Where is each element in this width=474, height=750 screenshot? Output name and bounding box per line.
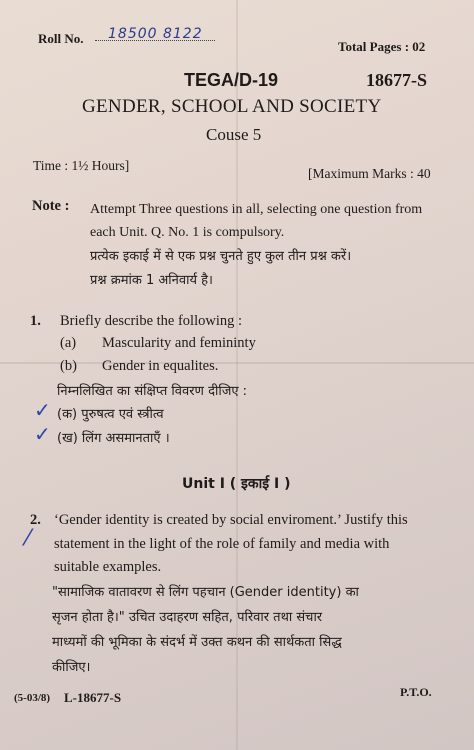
- note-line-1: Attempt Three questions in all, selecting one question from: [90, 202, 423, 217]
- pen-tick-mark: ✓: [34, 422, 51, 446]
- unit-1-heading: Unit I ( इकाई I ): [182, 476, 291, 492]
- course-name: Couse 5: [206, 125, 262, 144]
- q2-hindi-4: कीजिए।: [52, 660, 91, 675]
- q2-line-3: suitable examples.: [54, 559, 162, 575]
- footer-code: (5-03/8): [14, 692, 51, 704]
- q1-hindi-intro: निम्नलिखित का संक्षिप्त विवरण दीजिए :: [57, 384, 248, 399]
- footer-pto: P.T.O.: [400, 685, 432, 699]
- paper-number: 18677-S: [366, 70, 428, 90]
- pen-tick-mark: ✓: [34, 398, 51, 422]
- note-line-2: each Unit. Q. No. 1 is compulsory.: [90, 225, 285, 240]
- q1-b-label: (b): [60, 358, 77, 374]
- max-marks: [Maximum Marks : 40: [308, 166, 431, 181]
- q1-a-text: Mascularity and femininty: [102, 335, 256, 351]
- roll-no-value: 18500 8122: [108, 26, 203, 42]
- q1-number: 1.: [30, 313, 41, 329]
- time-allowed: Time : 1½ Hours]: [33, 158, 130, 173]
- q1-hindi-a: (क) पुरुषत्व एवं स्त्रीत्व: [57, 407, 164, 422]
- pen-tick-mark: ⁄: [26, 526, 30, 551]
- q1-a-label: (a): [60, 335, 77, 351]
- footer-ref: L-18677-S: [64, 690, 122, 705]
- q2-number: 2.: [30, 512, 41, 528]
- q2-hindi-2: सृजन होता है।" उचित उदाहरण सहित, परिवार तथा संचार: [52, 610, 323, 625]
- q1-hindi-b: (ख) लिंग असमानताएँ ।: [57, 431, 170, 446]
- q2-line-2: statement in the light of the role of family and media with: [54, 536, 390, 552]
- exam-title: GENDER, SCHOOL AND SOCIETY: [82, 96, 382, 117]
- q2-line-1: ‘Gender identity is created by social enviroment.’ Justify this: [54, 512, 408, 528]
- total-pages: Total Pages : 02: [338, 39, 426, 54]
- q1-text: Briefly describe the following :: [60, 313, 243, 329]
- paper-code: TEGA/D-19: [184, 70, 279, 90]
- note-label: Note :: [32, 198, 70, 214]
- q2-hindi-1: "सामाजिक वातावरण से लिंग पहचान (Gender identity) का: [52, 585, 359, 600]
- q1-b-text: Gender in equalites.: [102, 358, 219, 374]
- note-hindi-2: प्रश्न क्रमांक 1 अनिवार्य है।: [90, 273, 213, 288]
- note-hindi-1: प्रत्येक इकाई में से एक प्रश्न चुनते हुए कुल तीन प्रश्न करें।: [90, 249, 352, 264]
- q2-hindi-3: माध्यमों की भूमिका के संदर्भ में उक्त कथन की सार्थकता सिद्ध: [52, 635, 342, 650]
- roll-no-label: Roll No.: [38, 31, 84, 46]
